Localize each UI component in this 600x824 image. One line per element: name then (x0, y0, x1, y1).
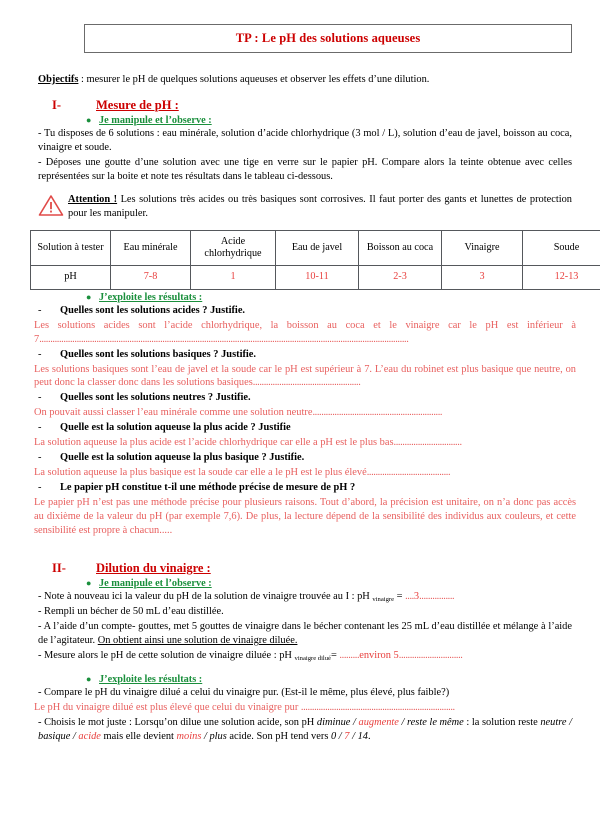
attention-text-wrap (68, 193, 572, 221)
section-1-exploite-label: J’exploite les résultats : (99, 292, 202, 303)
answer-text-wrap (34, 436, 576, 450)
ph-dilue-subscript: vinaigre dilué (295, 655, 331, 662)
section-1-title: Mesure de pH : (96, 98, 179, 113)
dotted-leader: ......... (339, 650, 359, 661)
choice-mid-3: acide. Son pH tend vers (227, 731, 331, 742)
choice-separator: / (399, 717, 407, 728)
section-2-exploite-heading (86, 674, 600, 685)
section-2-exploite-label: J’exploite les résultats : (99, 674, 202, 685)
table-header-cell: Solution à tester (31, 230, 111, 265)
choice-mid-2: mais elle devient (101, 731, 177, 742)
question-dash: - (38, 421, 60, 435)
section-2-heading (52, 561, 600, 576)
answer-text-wrap (34, 466, 576, 480)
section-2-instruction-3-text: - A l’aide d’un compte- gouttes, met 5 gouttes de vinaigre dans le bécher contenant les 25 mL d’eau distillée et mélange à l’aide de l’agitateur. (38, 621, 572, 646)
question-text: Quelle est la solution aqueuse la plus basique ? Justifie. (60, 451, 304, 465)
attention-label: Attention ! (68, 194, 117, 205)
dotted-leader: ............................... (394, 437, 462, 448)
question-text: Quelles sont les solutions neutres ? Justifie. (60, 391, 251, 405)
objectifs-text: : mesurer le pH de quelques solutions aqueuses et observer les effets d’une dilution. (78, 74, 429, 85)
choice-option-moins[interactable]: moins (177, 731, 202, 742)
section-2-ph-vinaigre-line (38, 590, 572, 604)
question-row (38, 481, 572, 495)
answer-text-wrap (34, 319, 576, 347)
choice-option-neutre[interactable]: neutre (540, 717, 566, 728)
answer-text: Les solutions basiques sont l’eau de javel et la soude car le pH est supérieur à 7. L’eau du robinet est plus basique que neutre, on peut donc la classer donc dans les solutions basiques (34, 364, 576, 389)
dotted-leader: ...................................................................... (301, 702, 455, 713)
page-title: TP : Le pH des solutions aqueuses (236, 31, 421, 45)
dotted-leader: ........................................................... (312, 407, 442, 418)
warning-triangle-icon (38, 193, 68, 222)
bullet-icon: ● (86, 674, 99, 684)
answer-text-wrap (34, 363, 576, 391)
ph-dilue-value: environ 5 (359, 650, 399, 661)
attention-block (38, 193, 572, 222)
question-text: Quelle est la solution aqueuse la plus acide ? Justifie (60, 421, 291, 435)
choice-option-basique[interactable]: basique (38, 731, 70, 742)
ph-results-table (30, 230, 600, 290)
table-header-row (31, 230, 600, 265)
choice-option-acide[interactable]: acide (78, 731, 101, 742)
table-value-cell: 12-13 (523, 265, 600, 289)
answer-text-wrap (34, 701, 576, 715)
choice-option-plus[interactable]: plus (209, 731, 226, 742)
ph-dilue-prompt: - Mesure alors le pH de cette solution de vinaigre diluée : pH (38, 650, 295, 661)
question-row (38, 304, 572, 318)
ph-dilue-equals: = (331, 650, 339, 661)
question-dash: - (38, 451, 60, 465)
dotted-leader: ........................................................................................................................................................................ (39, 334, 408, 345)
question-dash: - (38, 348, 60, 362)
ph-vinaigre-equals: = (394, 591, 405, 602)
table-header-cell: Eau de javel (276, 230, 359, 265)
question-dash: - (38, 391, 60, 405)
answer-text: Le papier pH n’est pas une méthode précise pour plusieurs raisons. Tout d’abord, la précision est unitaire, on n’a donc pas accès au dixième de la valeur du pH (par exemple 7,6). De plus, la lecture dépend de la sensibilité des individus aux couleurs, et cette sensibilité est propre à chacun..... (34, 497, 576, 536)
choice-separator: / (350, 717, 358, 728)
attention-text: Les solutions très acides ou très basiques sont corrosives. Il faut porter des gants et lunettes de protection pour les manipuler. (68, 194, 572, 219)
choice-intro: - Choisis le mot juste : Lorsqu’on dilue une solution acide, son pH (38, 717, 317, 728)
section-2-ph-dilue-line (38, 649, 572, 663)
table-value-cell: 2-3 (359, 265, 442, 289)
choice-separator: / (349, 731, 357, 742)
section-1-exploite-heading (86, 292, 600, 303)
ph-vinaigre-subscript: vinaigre (372, 596, 394, 603)
table-header-cell: Vinaigre (442, 230, 523, 265)
table-header-cell: Soude (523, 230, 600, 265)
choice-mid-1: : la solution reste (464, 717, 541, 728)
question-row (38, 348, 572, 362)
answer-text: Les solutions acides sont l’acide chlorhydrique, la boisson au coca et le vinaigre car le pH est inférieur à 7 (34, 320, 576, 345)
section-1-manipule-label: Je manipule et l’observe : (99, 115, 212, 126)
answer-text: La solution aqueuse la plus basique est la soude car elle a le pH est le plus élevé (34, 467, 367, 478)
question-row (38, 451, 572, 465)
question-text: Quelles sont les solutions acides ? Justifie. (60, 304, 245, 318)
answer-text-wrap (34, 406, 576, 420)
question-row (38, 391, 572, 405)
document-title-box (84, 24, 572, 53)
section-1-heading (52, 98, 600, 113)
objectifs-line (38, 73, 572, 87)
section-2-instruction-3 (38, 620, 572, 648)
choice-option-augmente[interactable]: augmente (359, 717, 399, 728)
question-dash: - (38, 481, 60, 495)
choice-separator: / (336, 731, 344, 742)
answer-text-wrap (34, 496, 576, 538)
question-text: Le papier pH constitue t-il une méthode précise de mesure de pH ? (60, 481, 355, 495)
choice-option-reste-le-meme[interactable]: reste le même (407, 717, 464, 728)
ph-vinaigre-prompt: - Note à nouveau ici la valeur du pH de la solution de vinaigre trouvée au I : pH (38, 591, 372, 602)
bullet-icon: ● (86, 115, 99, 125)
answer-text: La solution aqueuse la plus acide est l’acide chlorhydrique car elle a pH est le plus bas (34, 437, 394, 448)
section-1-manipule-line-1: - Tu disposes de 6 solutions : eau minérale, solution d’acide chlorhydrique (3 mol / L), solution d’eau de javel, boisson au coca, vinaigre et soude. (38, 127, 572, 155)
question-text: Quelles sont les solutions basiques ? Justifie. (60, 348, 256, 362)
answer-text: On pouvait aussi classer l’eau minérale comme une solution neutre (34, 407, 312, 418)
section-1-number: I- (52, 98, 96, 113)
choice-separator: / (566, 717, 572, 728)
section-2-title: Dilution du vinaigre : (96, 561, 211, 576)
dotted-leader: ............................. (399, 650, 463, 661)
section-2-manipule-heading (86, 578, 600, 589)
choice-separator: / (201, 731, 209, 742)
section-1-manipule-heading (86, 115, 600, 126)
choice-option-zero[interactable]: 0 (331, 731, 336, 742)
table-row (31, 265, 600, 289)
choice-option-seven[interactable]: 7 (344, 731, 349, 742)
section-2-choice-exercise (38, 716, 572, 744)
section-2-instruction-3-underlined: On obtient ainsi une solution de vinaigre diluée. (98, 635, 298, 646)
section-2-instruction-2: - Rempli un bécher de 50 mL d’eau distillée. (38, 605, 572, 619)
answer-text: Le pH du vinaigre dilué est plus élevé que celui du vinaigre pur (34, 702, 301, 713)
table-value-cell: 3 (442, 265, 523, 289)
table-value-cell: 1 (191, 265, 276, 289)
table-header-cell: Acide chlorhydrique (191, 230, 276, 265)
objectifs-label: Objectifs (38, 74, 78, 85)
choice-option-diminue[interactable]: diminue (317, 717, 350, 728)
dotted-leader: ................................................. (253, 377, 361, 388)
worksheet-page (0, 24, 600, 824)
choice-end: . (368, 731, 371, 742)
section-2-manipule-label: Je manipule et l’observe : (99, 578, 212, 589)
dotted-leader: ................ (419, 591, 454, 602)
dotted-leader: ...................................... (367, 467, 451, 478)
table-value-cell: 7-8 (111, 265, 191, 289)
section-1-manipule-line-2: - Déposes une goutte d’une solution avec une tige en verre sur le papier pH. Compare alors la teinte obtenue avec celles représentées sur la boite et note tes résultats dans le tableau ci-dessous. (38, 156, 572, 184)
section-2-number: II- (52, 561, 96, 576)
choice-option-fourteen[interactable]: 14 (358, 731, 368, 742)
bullet-icon: ● (86, 578, 99, 588)
dotted-leader: .... (405, 591, 414, 602)
bullet-icon: ● (86, 292, 99, 302)
table-header-cell: Eau minérale (111, 230, 191, 265)
choice-separator: / (70, 731, 78, 742)
ph-vinaigre-value: 3 (414, 591, 419, 602)
section-2-compare-question: - Compare le pH du vinaigre dilué a celui du vinaigre pur. (Est-il le même, plus élevé, plus faible?) (38, 686, 572, 700)
table-header-cell: Boisson au coca (359, 230, 442, 265)
table-value-cell: 10-11 (276, 265, 359, 289)
table-row-label: pH (31, 265, 111, 289)
question-row (38, 421, 572, 435)
question-dash: - (38, 304, 60, 318)
